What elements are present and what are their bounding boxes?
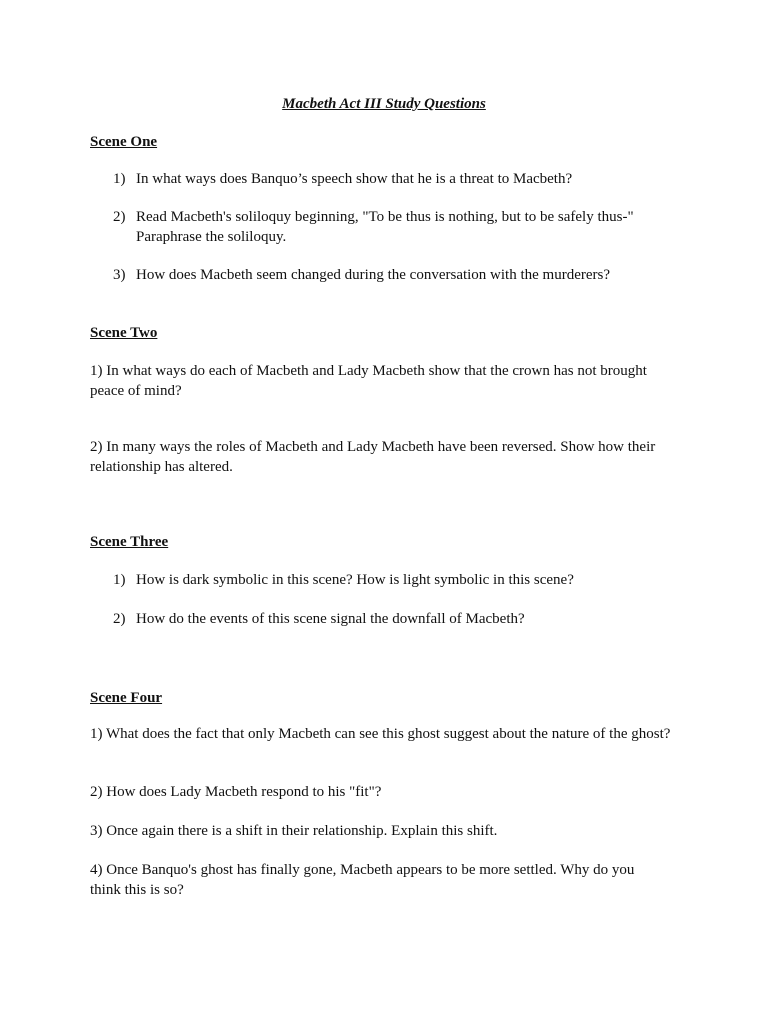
- question-text: How is dark symbolic in this scene? How is light symbolic in this scene?: [136, 572, 574, 588]
- question-text: 1) What does the fact that only Macbeth can see this ghost suggest about the nature of the ghost?: [90, 726, 671, 742]
- question-item: [113, 266, 713, 286]
- scene-two-heading: Scene Two: [90, 325, 158, 341]
- question-item: [113, 208, 713, 247]
- question-number: 2): [113, 611, 126, 627]
- question-number: 2): [113, 209, 126, 225]
- question-text: 2) How does Lady Macbeth respond to his "fit"?: [90, 784, 382, 800]
- question-text: How do the events of this scene signal the downfall of Macbeth?: [136, 611, 525, 627]
- question-text: 3) Once again there is a shift in their relationship. Explain this shift.: [90, 823, 498, 839]
- question-text: 1) In what ways do each of Macbeth and Lady Macbeth show that the crown has not brought peace of mind?: [90, 363, 647, 399]
- document-title: Macbeth Act III Study Questions: [282, 96, 486, 112]
- question-item: [113, 170, 713, 190]
- question-number: 1): [113, 572, 126, 588]
- question-text: In what ways does Banquo’s speech show that he is a threat to Macbeth?: [136, 171, 573, 187]
- scene-three-heading: Scene Three: [90, 534, 169, 550]
- scene-four-heading: Scene Four: [90, 690, 163, 706]
- scene-one-heading: Scene One: [90, 134, 158, 150]
- question-text: How does Macbeth seem changed during the conversation with the murderers?: [136, 267, 611, 283]
- question-item: [113, 610, 713, 630]
- question-text: Read Macbeth's soliloquy beginning, "To be thus is nothing, but to be safely thus-" Paraphrase the soliloquy.: [136, 209, 634, 245]
- question-number: 1): [113, 171, 126, 187]
- question-text: 4) Once Banquo's ghost has finally gone, Macbeth appears to be more settled. Why do you think this is so?: [90, 862, 635, 898]
- question-text: 2) In many ways the roles of Macbeth and Lady Macbeth have been reversed. Show how their relationship has altered.: [90, 439, 656, 475]
- question-item: [113, 571, 713, 591]
- question-number: 3): [113, 267, 126, 283]
